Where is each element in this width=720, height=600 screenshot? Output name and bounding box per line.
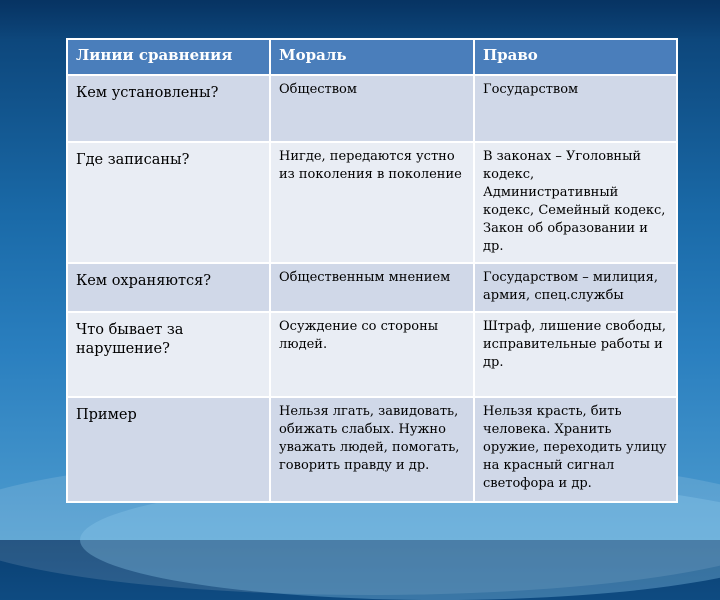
- row-label: Где записаны?: [67, 142, 270, 263]
- row-label: Пример: [67, 397, 270, 502]
- comparison-table: [66, 38, 678, 503]
- law-cell: Государством: [474, 75, 677, 142]
- table-row: [67, 397, 677, 502]
- top-shade: [0, 0, 720, 40]
- law-cell: Нельзя красть, бить человека. Хранить оружие, переходить улицу на красный сигнал светофора и др.: [474, 397, 677, 502]
- law-cell: Штраф, лишение свободы, исправительные работы и др.: [474, 312, 677, 397]
- table-row: [67, 312, 677, 397]
- header-cell-law: Право: [474, 39, 677, 75]
- row-label: Кем охраняются?: [67, 263, 270, 312]
- morality-cell: Нельзя лгать, завидовать, обижать слабых. Нужно уважать людей, помогать, говорить правду и др.: [270, 397, 474, 502]
- row-label: Что бывает за нарушение?: [67, 312, 270, 397]
- law-cell: В законах – Уголовный кодекс, Административный кодекс, Семейный кодекс, Закон об образовании и др.: [474, 142, 677, 263]
- morality-cell: Нигде, передаются устно из поколения в поколение: [270, 142, 474, 263]
- table-row: [67, 75, 677, 142]
- header-cell-comparison: Линии сравнения: [67, 39, 270, 75]
- table-row: [67, 142, 677, 263]
- law-cell: Государством – милиция, армия, спец.службы: [474, 263, 677, 312]
- row-label: Кем установлены?: [67, 75, 270, 142]
- morality-cell: Осуждение со стороны людей.: [270, 312, 474, 397]
- table-row: [67, 263, 677, 312]
- header-cell-morality: Мораль: [270, 39, 474, 75]
- morality-cell: Обществом: [270, 75, 474, 142]
- morality-cell: Общественным мнением: [270, 263, 474, 312]
- header-row: [67, 39, 677, 75]
